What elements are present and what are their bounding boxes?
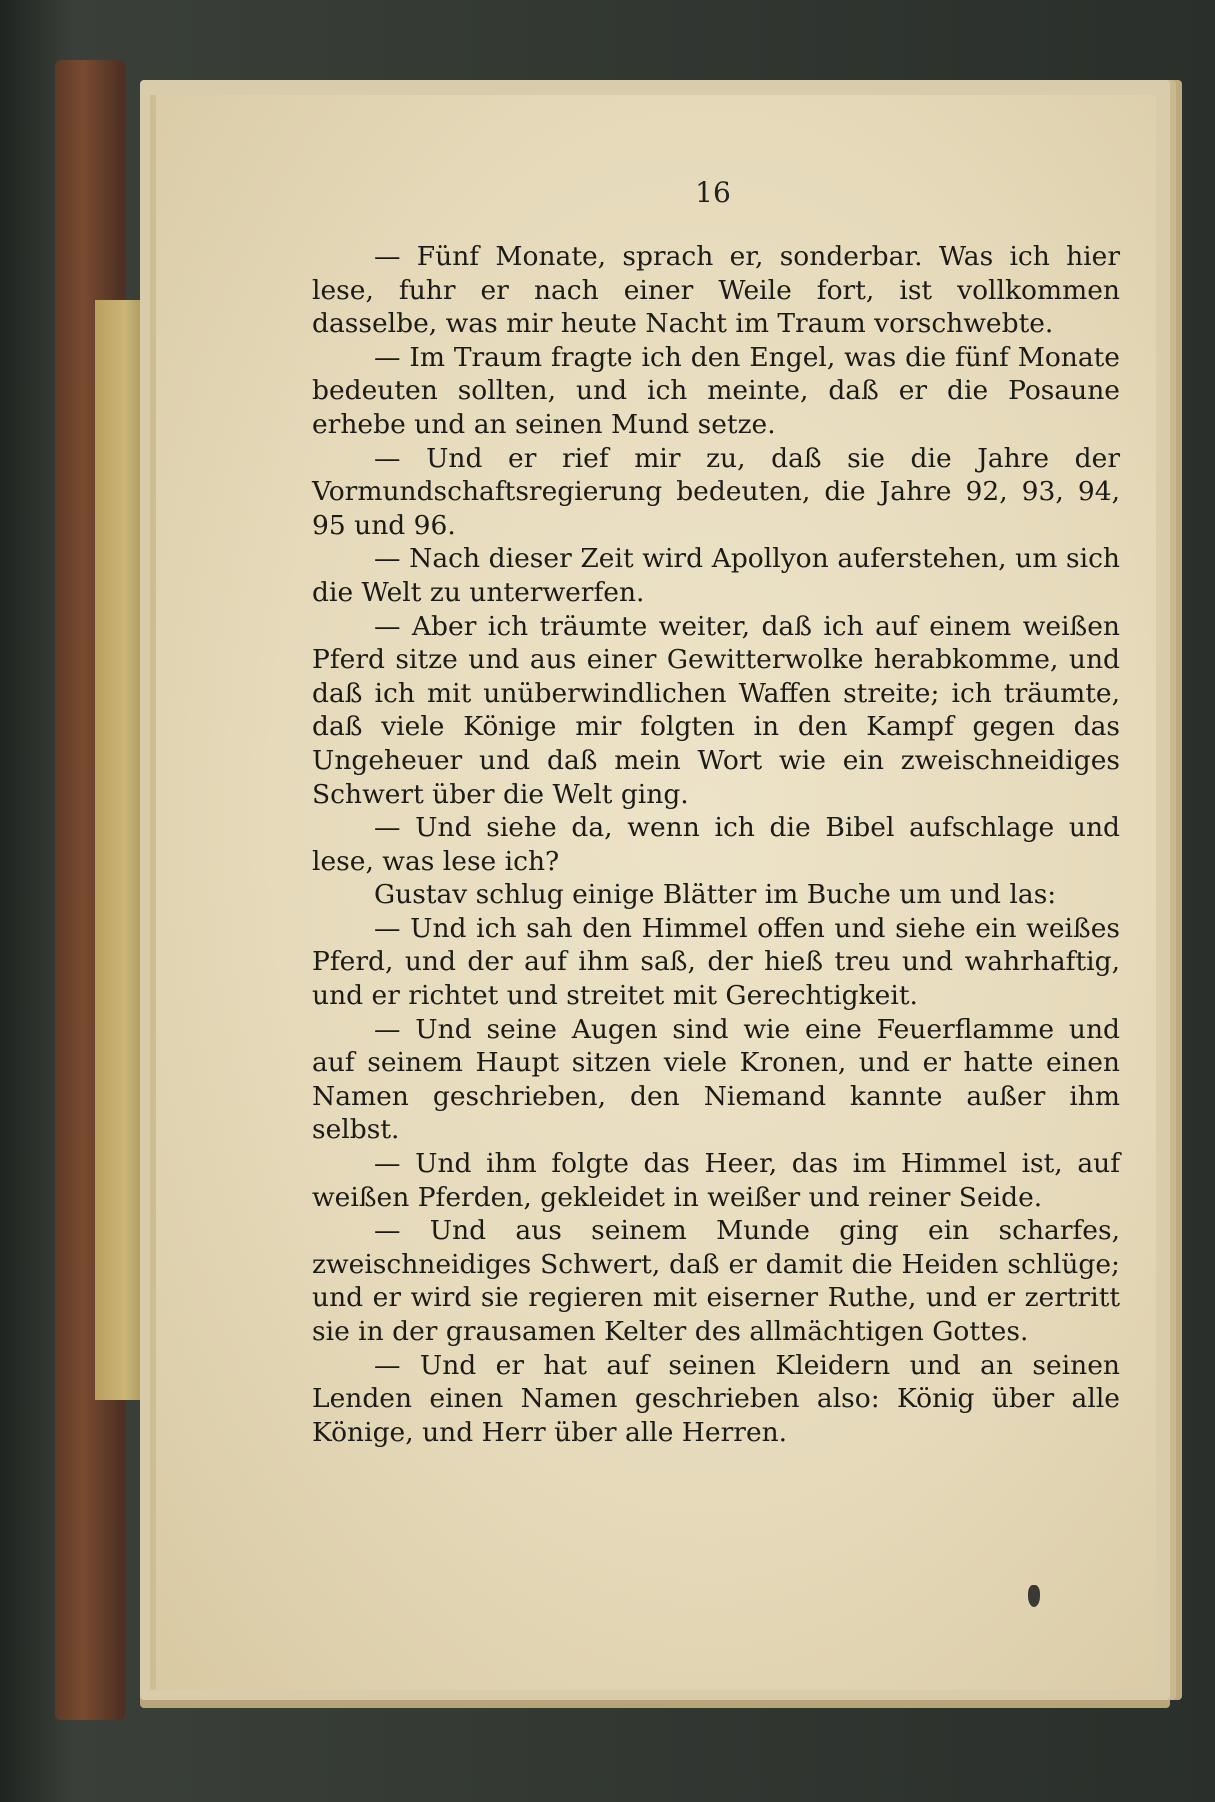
paragraph: — Und ihm folgte das Heer, das im Himmel ist, auf weißen Pferden, gekleidet in weißer und reiner Seide.	[312, 1148, 1120, 1213]
paragraph: — Im Traum fragte ich den Engel, was die fünf Monate bedeuten sollten, und ich meinte, daß er die Posaune erhebe und an seinen Mund setze.	[312, 341, 1120, 440]
paragraph: — Und er hat auf seinen Kleidern und an seinen Lenden einen Namen geschrieben also: König über alle Könige, und Herr über alle Herren.	[312, 1349, 1120, 1448]
paragraph: — Und aus seinem Munde ging ein scharfes, zweischneidiges Schwert, daß er damit die Heiden schlüge; und er wird sie regieren mit eiserner Ruthe, und er zertritt sie in der grausamen Kelter des allmächtigen Gottes.	[312, 1215, 1120, 1347]
paragraph: — Und ich sah den Himmel offen und siehe ein weißes Pferd, und der auf ihm saß, der hieß treu und wahrhaftig, und er richtet und streitet mit Gerechtigkeit.	[312, 912, 1120, 1012]
paragraph: Gustav schlug einige Blätter im Buche um und las:	[374, 879, 1057, 911]
page-edge-strip	[95, 300, 145, 1400]
ink-blot	[1028, 1585, 1040, 1607]
paragraph: — Aber ich träumte weiter, daß ich auf einem weißen Pferd sitze und aus einer Gewitterwolke herabkomme, und daß ich mit unüberwindlichen Waffen streite; ich träumte, daß viele Könige mir folgten in den Kampf gegen das Ungeheuer und daß mein Wort wie ein zweischneidiges Schwert über die Welt ging.	[312, 610, 1120, 810]
paragraph: — Und seine Augen sind wie eine Feuerflamme und auf seinem Haupt sitzen viele Kronen, und er hatte einen Namen geschrieben, den Niemand kannte außer ihm selbst.	[312, 1013, 1120, 1146]
page-number: 16	[695, 176, 731, 209]
page-text	[312, 240, 1120, 1449]
paragraph: — Und er rief mir zu, daß sie die Jahre der Vormundschaftsregierung bedeuten, die Jahre 92, 93, 94, 95 und 96.	[312, 442, 1120, 541]
paragraph: — Und siehe da, wenn ich die Bibel aufschlage und lese, was lese ich?	[312, 812, 1120, 877]
paragraph: — Nach dieser Zeit wird Apollyon auferstehen, um sich die Welt zu unterwerfen.	[312, 543, 1120, 608]
paragraph: — Fünf Monate, sprach er, sonderbar. Was ich hier lese, fuhr er nach einer Weile fort, ist vollkommen dasselbe, was mir heute Nacht im Traum vorschwebte.	[312, 241, 1120, 340]
